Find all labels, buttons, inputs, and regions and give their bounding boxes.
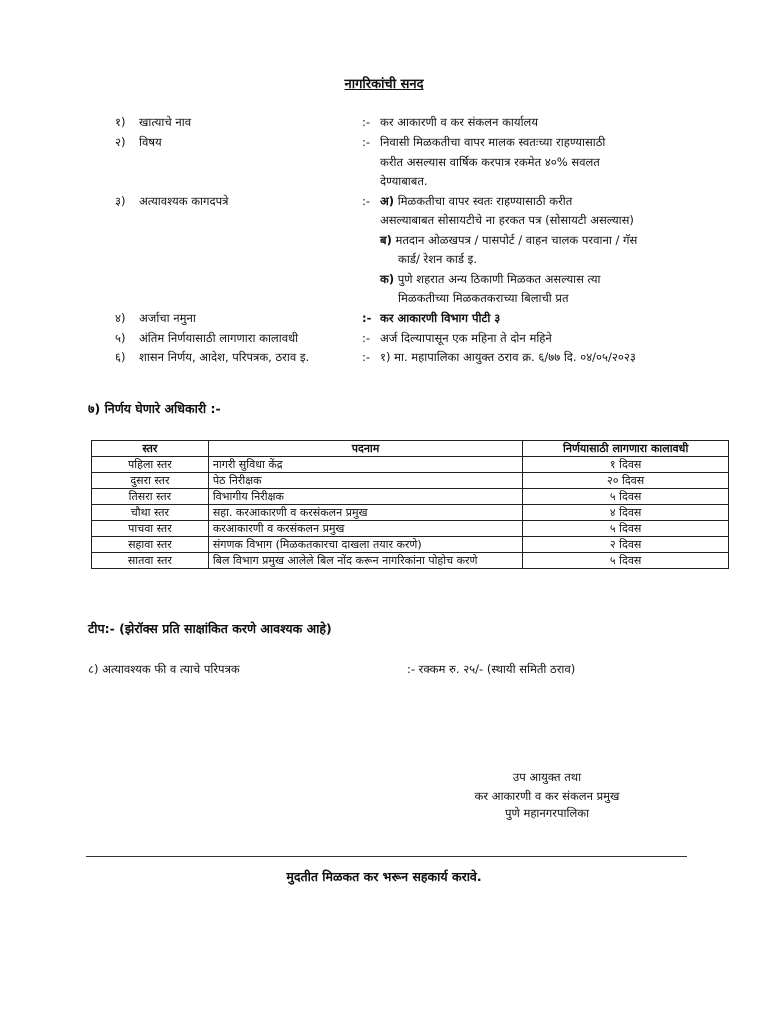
- page-title-text: नागरिकांची सनद: [344, 77, 424, 92]
- document-b: [380, 233, 637, 248]
- fee-label: ८) अत्यावश्यक फी व त्याचे परिपत्रक: [88, 662, 240, 676]
- item-number: १): [115, 115, 126, 129]
- table-row: [92, 553, 729, 569]
- table-row: [92, 505, 729, 521]
- duration-cell: २० दिवस: [523, 473, 729, 489]
- divider: [86, 856, 687, 857]
- note: टीप:- (झेरॉक्स प्रति साक्षांकित करणे आवश्यक आहे): [88, 621, 332, 636]
- duration-cell: १ दिवस: [523, 457, 729, 473]
- designation-cell: नागरी सुविधा केंद्र: [208, 457, 522, 473]
- duration-cell: ५ दिवस: [523, 489, 729, 505]
- document-a: [380, 194, 572, 209]
- document-c: [380, 272, 601, 287]
- level-cell: सहावा स्तर: [92, 537, 209, 553]
- page-title: [0, 74, 768, 92]
- document-b-text: मतदान ओळखपत्र / पासपोर्ट / वाहन चालक परवाना / गॅस: [395, 233, 638, 247]
- item-label: अंतिम निर्णयासाठी लागणारा कालावधी: [139, 331, 299, 345]
- fee-value: :- रक्कम रु. २५/- (स्थायी समिती ठराव): [407, 662, 576, 676]
- item-number: ४): [115, 311, 126, 325]
- column-header: स्तर: [92, 441, 209, 457]
- item-label: विषय: [139, 135, 162, 149]
- item-separator: :-: [362, 135, 371, 149]
- item-number: ६): [115, 350, 126, 364]
- item-value: १) मा. महापालिका आयुक्त ठराव क्र. ६/७७ दि. ०४/०५/२०२३: [380, 350, 636, 364]
- document-c-cont: मिळकतीच्या मिळकतकराच्या बिलाची प्रत: [398, 291, 569, 305]
- column-header: निर्णयासाठी लागणारा कालावधी: [523, 441, 729, 457]
- footer-message: मुदतीत मिळकत कर भरून सहकार्य करावे.: [286, 869, 482, 884]
- table-row: [92, 457, 729, 473]
- item-separator: :-: [362, 350, 371, 364]
- designation-cell: पेठ निरीक्षक: [208, 473, 522, 489]
- item-value: अर्ज दिल्यापासून एक महिना ते दोन महिने: [380, 331, 552, 345]
- item-label: शासन निर्णय, आदेश, परिपत्रक, ठराव इ.: [139, 350, 310, 364]
- duration-cell: ५ दिवस: [523, 553, 729, 569]
- document-c-text: पुणे शहरात अन्य ठिकाणी मिळकत असल्यास त्या: [397, 272, 601, 286]
- item-separator: :-: [362, 115, 371, 129]
- item-separator: :-: [362, 194, 371, 208]
- table-row: [92, 537, 729, 553]
- item-value: देण्याबाबत.: [380, 174, 428, 188]
- item-value: निवासी मिळकतीचा वापर मालक स्वतःच्या राहण्यासाठी: [380, 135, 606, 149]
- designation-cell: करआकारणी व करसंकलन प्रमुख: [208, 521, 522, 537]
- item-value: करीत असल्यास वार्षिक करपात्र रकमेत ४०% सवलत: [380, 155, 600, 169]
- duration-cell: २ दिवस: [523, 537, 729, 553]
- section-heading: ७) निर्णय घेणारे अधिकारी :-: [88, 401, 221, 416]
- signature-line: उप आयुक्त तथा: [512, 770, 582, 784]
- table-header-row: [92, 441, 729, 457]
- item-separator: :-: [362, 311, 372, 325]
- authority-table: [91, 440, 729, 569]
- document-c-marker: क): [380, 272, 395, 286]
- level-cell: पाचवा स्तर: [92, 521, 209, 537]
- document-b-marker: ब): [380, 233, 392, 247]
- item-label: खात्याचे नाव: [139, 115, 192, 129]
- table-row: [92, 489, 729, 505]
- document-a-text: मिळकतीचा वापर स्वतः राहण्यासाठी करीत: [397, 194, 573, 208]
- level-cell: पहिला स्तर: [92, 457, 209, 473]
- item-label: अत्यावश्यक कागदपत्रे: [139, 194, 229, 208]
- designation-cell: संगणक विभाग (मिळकतकारचा दाखला तयार करणे): [208, 537, 522, 553]
- table-row: [92, 521, 729, 537]
- item-value: कर आकारणी व कर संकलन कार्यालय: [380, 115, 539, 129]
- table-row: [92, 473, 729, 489]
- document-a-marker: अ): [380, 194, 395, 208]
- column-header: पदनाम: [208, 441, 522, 457]
- document-a-cont: असल्याबाबत सोसायटीचे ना हरकत पत्र (सोसायटी असल्यास): [380, 213, 634, 227]
- level-cell: तिसरा स्तर: [92, 489, 209, 505]
- duration-cell: ५ दिवस: [523, 521, 729, 537]
- item-number: ५): [115, 331, 126, 345]
- designation-cell: विभागीय निरीक्षक: [208, 489, 522, 505]
- item-value: कर आकारणी विभाग पीटी ३: [380, 311, 501, 325]
- item-number: ३): [115, 194, 126, 208]
- document-b-cont: कार्ड/ रेशन कार्ड इ.: [398, 252, 477, 266]
- level-cell: सातवा स्तर: [92, 553, 209, 569]
- signature-line: पुणे महानगरपालिका: [504, 806, 590, 820]
- level-cell: दुसरा स्तर: [92, 473, 209, 489]
- item-separator: :-: [362, 331, 371, 345]
- designation-cell: बिल विभाग प्रमुख आलेले बिल नोंद करून नागरिकांना पोहोच करणे: [208, 553, 522, 569]
- item-label: अर्जाचा नमुना: [139, 311, 196, 325]
- signature-line: कर आकारणी व कर संकलन प्रमुख: [474, 789, 620, 803]
- designation-cell: सहा. करआकारणी व करसंकलन प्रमुख: [208, 505, 522, 521]
- level-cell: चौथा स्तर: [92, 505, 209, 521]
- duration-cell: ४ दिवस: [523, 505, 729, 521]
- item-number: २): [115, 135, 126, 149]
